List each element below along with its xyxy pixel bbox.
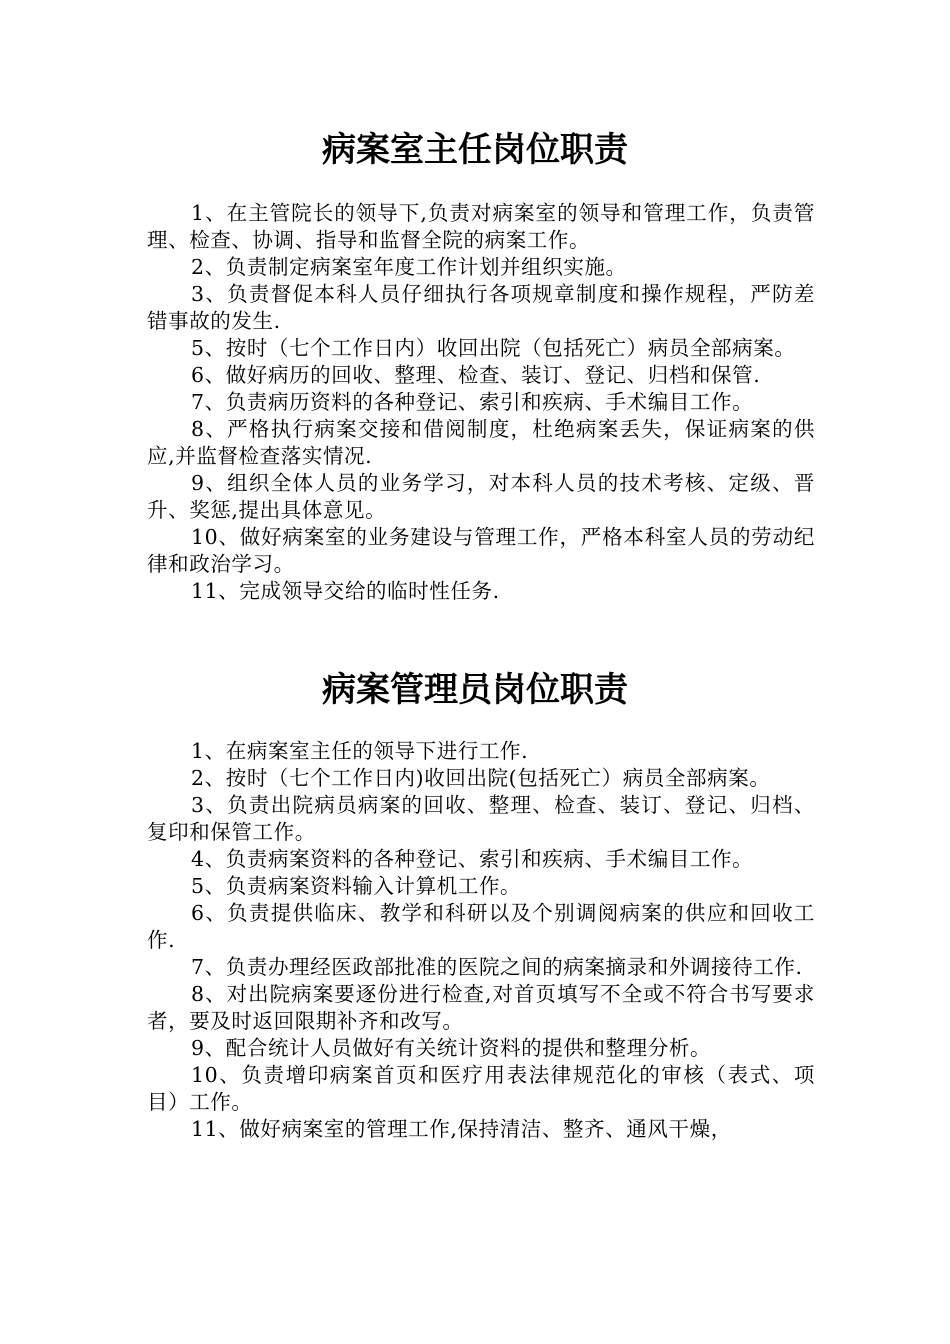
duty-item: 6、做好病历的回收、整理、检查、装订、登记、归档和保管. [191,363,761,387]
duty-item: 8、严格执行病案交接和借阅制度，杜绝病案丢失，保证病案的供应,并监督检查落实情况. [147,417,815,468]
duty-item: 8、对出院病案要逐份进行检查,对首页填写不全或不符合书写要求者，要及时返回限期补齐和改写。 [147,982,815,1033]
section-title-administrator: 病案管理员岗位职责 [322,670,628,710]
duty-item: 10、负责增印病案首页和医疗用表法律规范化的审核（表式、项目）工作。 [147,1063,815,1114]
duties-list-director [147,200,815,605]
duty-item: 5、负责病案资料输入计算机工作。 [191,874,522,898]
duty-item: 9、组织全体人员的业务学习，对本科人员的技术考核、定级、晋升、奖惩,提出具体意见。 [147,471,815,522]
duty-item: 5、按时（七个工作日内）收回出院（包括死亡）病员全部病案。 [191,336,796,360]
duty-item: 11、做好病案室的管理工作,保持清洁、整齐、通风干燥， [191,1117,732,1141]
duty-item: 2、负责制定病案室年度工作计划并组织实施。 [191,255,627,279]
duties-list-administrator [147,738,815,1143]
duty-item: 9、配合统计人员做好有关统计资料的提供和整理分析。 [191,1036,712,1060]
duty-item: 1、在主管院长的领导下,负责对病案室的领导和管理工作，负责管理、检查、协调、指导和监督全院的病案工作。 [147,201,815,252]
duty-item: 7、负责办理经医政部批准的医院之间的病案摘录和外调接待工作. [191,955,803,979]
duty-item: 2、按时（七个工作日内)收回出院(包括死亡）病员全部病案。 [191,766,771,790]
section-title-director: 病案室主任岗位职责 [322,130,628,170]
duty-item: 10、做好病案室的业务建设与管理工作，严格本科室人员的劳动纪律和政治学习。 [147,525,815,576]
duty-item: 4、负责病案资料的各种登记、索引和疾病、手术编目工作。 [191,847,754,871]
duty-item: 3、负责督促本科人员仔细执行各项规章制度和操作规程，严防差错事故的发生. [147,282,815,333]
duty-item: 1、在病案室主任的领导下进行工作. [191,739,529,763]
duty-item: 6、负责提供临床、教学和科研以及个别调阅病案的供应和回收工作. [147,901,815,952]
duty-item: 7、负责病历资料的各种登记、索引和疾病、手术编目工作。 [191,390,754,414]
duty-item: 3、负责出院病员病案的回收、整理、检查、装订、登记、归档、复印和保管工作。 [147,793,815,844]
duty-item: 11、完成领导交给的临时性任务. [191,579,500,603]
